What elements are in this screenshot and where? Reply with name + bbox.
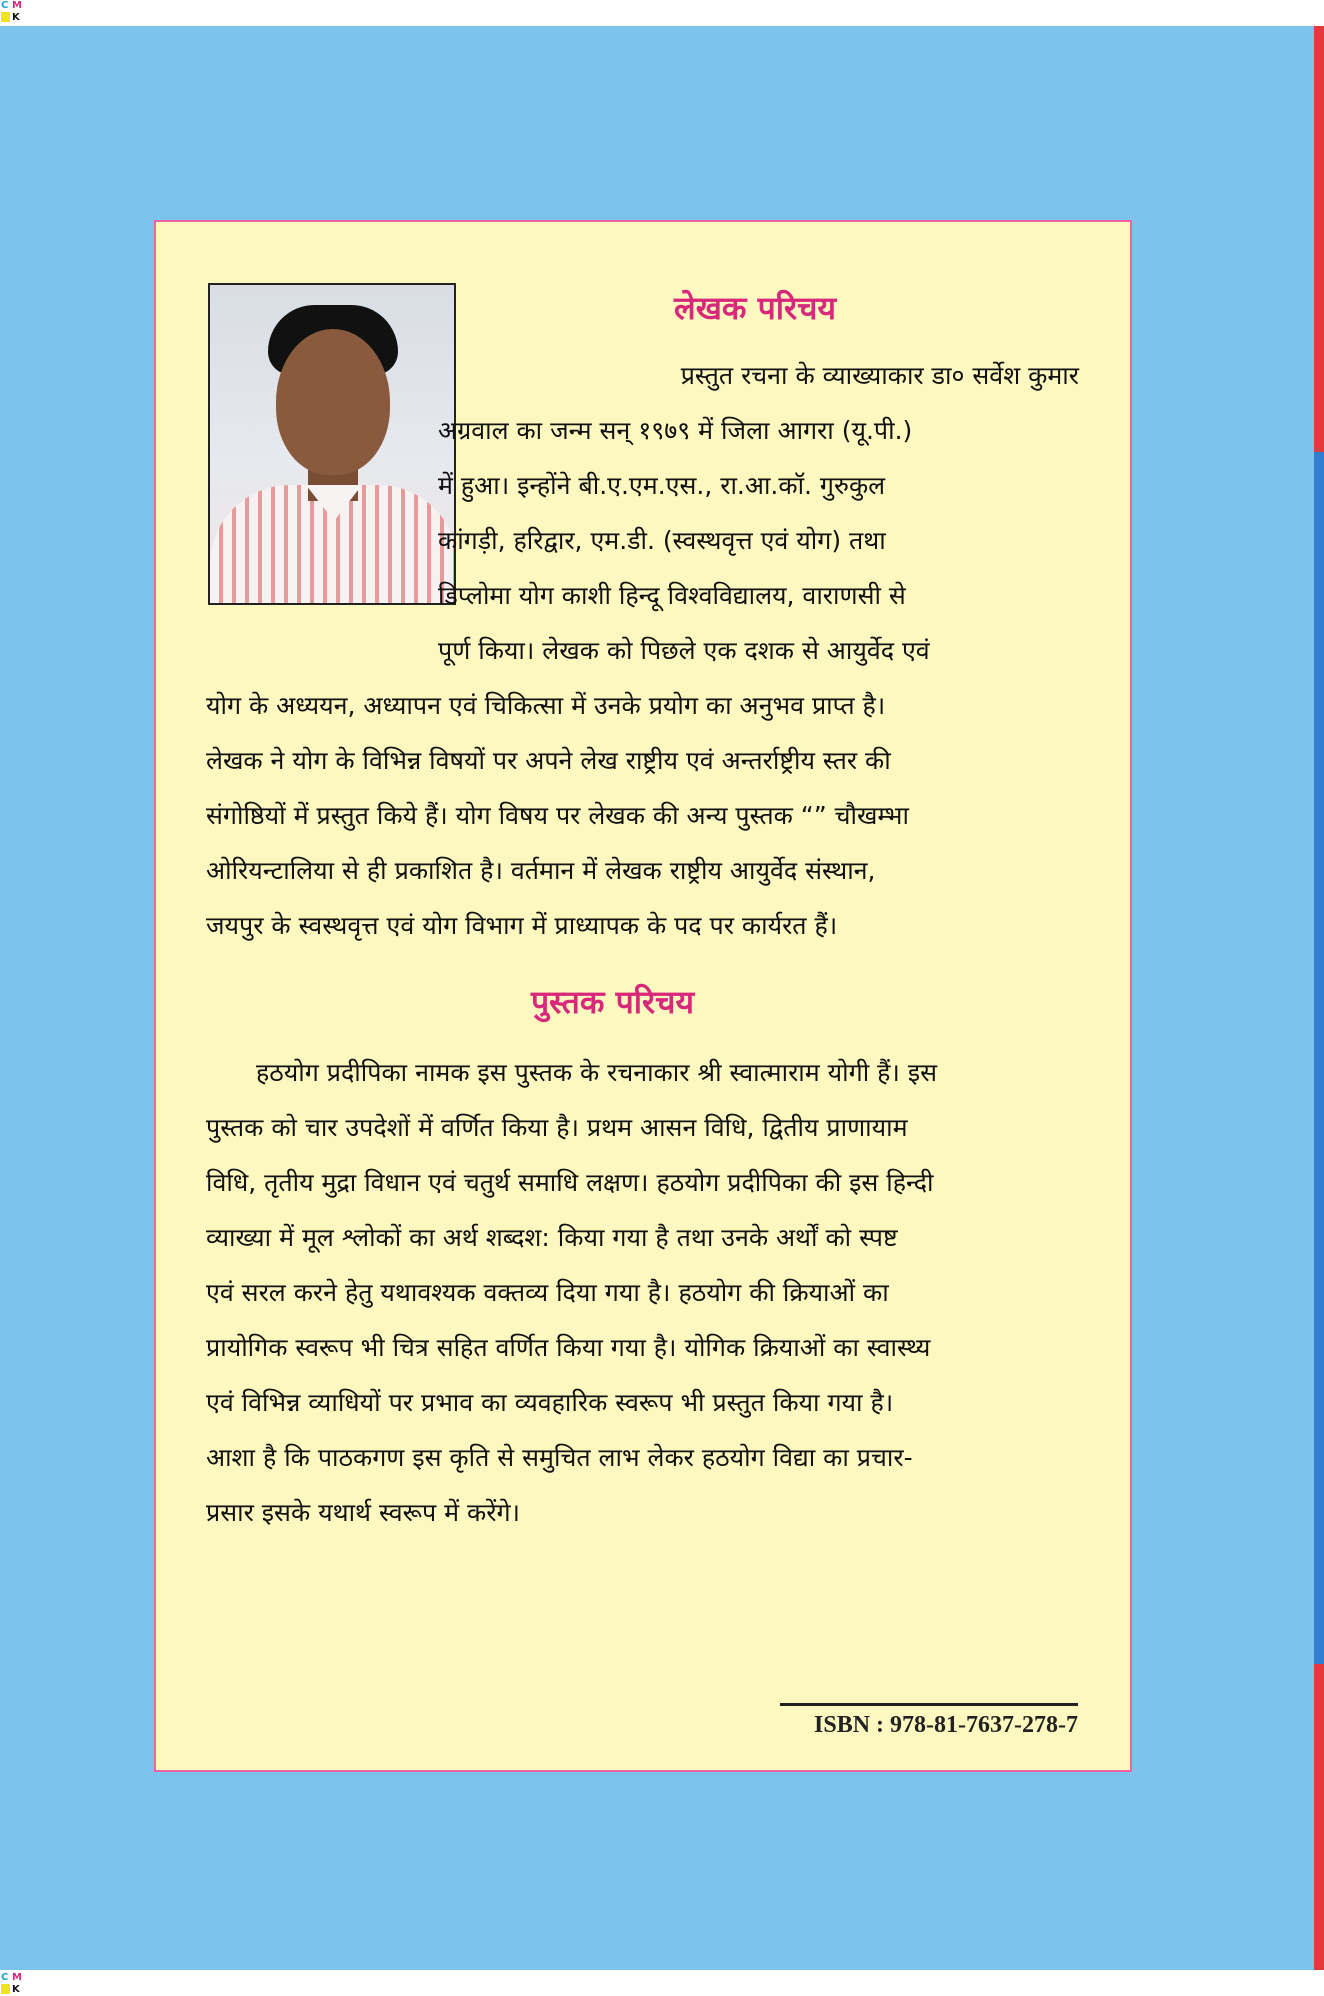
author-intro-line: लेखक ने योग के विभिन्न विषयों पर अपने लेख राष्ट्रीय एवं अन्तर्राष्ट्रीय स्तर की xyxy=(206,746,891,775)
book-intro-line: एवं विभिन्न व्याधियों पर प्रभाव का व्यवहारिक स्वरूप भी प्रस्तुत किया गया है। xyxy=(206,1388,894,1417)
author-intro-line: संगोष्ठियों में प्रस्तुत किये हैं। योग विषय पर लेखक की अन्य पुस्तक “” चौखम्भा xyxy=(206,801,909,830)
registration-mark-c: C xyxy=(1,1972,9,1983)
spine-strip-red-bottom xyxy=(1314,1664,1324,1970)
spine-strip-blue xyxy=(1314,452,1324,1664)
book-intro-line: आशा है कि पाठकगण इस कृति से समुचित लाभ लेकर हठयोग विद्या का प्रचार- xyxy=(206,1443,913,1472)
author-intro-line: पूर्ण किया। लेखक को पिछले एक दशक से आयुर्वेद एवं xyxy=(438,636,930,665)
author-intro-line: जयपुर के स्वस्थवृत्त एवं योग विभाग में प्राध्यापक के पद पर कार्यरत हैं। xyxy=(206,911,838,940)
registration-mark-m: M xyxy=(12,1972,22,1983)
text-panel xyxy=(154,220,1132,1772)
registration-mark-k: K xyxy=(12,12,20,23)
registration-mark-y-swatch xyxy=(1,12,10,22)
author-intro-line: अग्रवाल का जन्म सन् १९७९ में जिला आगरा (यू.पी.) xyxy=(438,416,913,445)
author-intro-line: योग के अध्ययन, अध्यापन एवं चिकित्सा में उनके प्रयोग का अनुभव प्राप्त है। xyxy=(206,691,886,720)
registration-mark-k: K xyxy=(12,1984,20,1995)
book-intro-line: प्रसार इसके यथार्थ स्वरूप में करेंगे। xyxy=(206,1498,521,1527)
book-intro-line: प्रायोगिक स्वरूप भी चित्र सहित वर्णित किया गया है। योगिक क्रियाओं का स्वास्थ्य xyxy=(206,1333,931,1362)
isbn-label: ISBN : 978-81-7637-278-7 xyxy=(814,1712,1078,1738)
author-photo xyxy=(208,283,456,605)
book-intro-line: व्याख्या में मूल श्लोकों का अर्थ शब्दश: किया गया है तथा उनके अर्थों को स्पष्ट xyxy=(206,1223,898,1252)
author-photo-face xyxy=(276,329,390,475)
registration-mark-m: M xyxy=(12,0,22,11)
author-intro-line: कांगड़ी, हरिद्वार, एम.डी. (स्वस्थवृत्त एवं योग) तथा xyxy=(438,526,886,555)
registration-mark-top xyxy=(0,0,24,24)
author-intro-line: में हुआ। इन्होंने बी.ए.एम.एस., रा.आ.कॉ. गुरुकुल xyxy=(438,471,886,500)
author-intro-heading: लेखक परिचय xyxy=(674,289,837,327)
book-intro-line: विधि, तृतीय मुद्रा विधान एवं चतुर्थ समाधि लक्षण। हठयोग प्रदीपिका की इस हिन्दी xyxy=(206,1168,934,1197)
author-intro-line: प्रस्तुत रचना के व्याख्याकार डा० सर्वेश कुमार xyxy=(680,361,1079,390)
registration-mark-c: C xyxy=(1,0,9,11)
author-intro-line: ओरियन्टालिया से ही प्रकाशित है। वर्तमान में लेखक राष्ट्रीय आयुर्वेद संस्थान, xyxy=(206,856,876,885)
author-intro-line: डिप्लोमा योग काशी हिन्दू विश्वविद्यालय, वाराणसी से xyxy=(438,581,906,610)
isbn-rule xyxy=(780,1703,1078,1706)
book-intro-heading: पुस्तक परिचय xyxy=(531,983,695,1021)
book-intro-line: हठयोग प्रदीपिका नामक इस पुस्तक के रचनाकार श्री स्वात्माराम योगी हैं। इस xyxy=(256,1058,938,1087)
book-intro-line: पुस्तक को चार उपदेशों में वर्णित किया है। प्रथम आसन विधि, द्वितीय प्राणायाम xyxy=(206,1113,908,1142)
registration-mark-y-swatch xyxy=(1,1984,10,1994)
book-intro-line: एवं सरल करने हेतु यथावश्यक वक्तव्य दिया गया है। हठयोग की क्रियाओं का xyxy=(206,1278,889,1307)
spine-strip-red-top xyxy=(1314,26,1324,452)
registration-mark-bottom xyxy=(0,1972,24,1996)
